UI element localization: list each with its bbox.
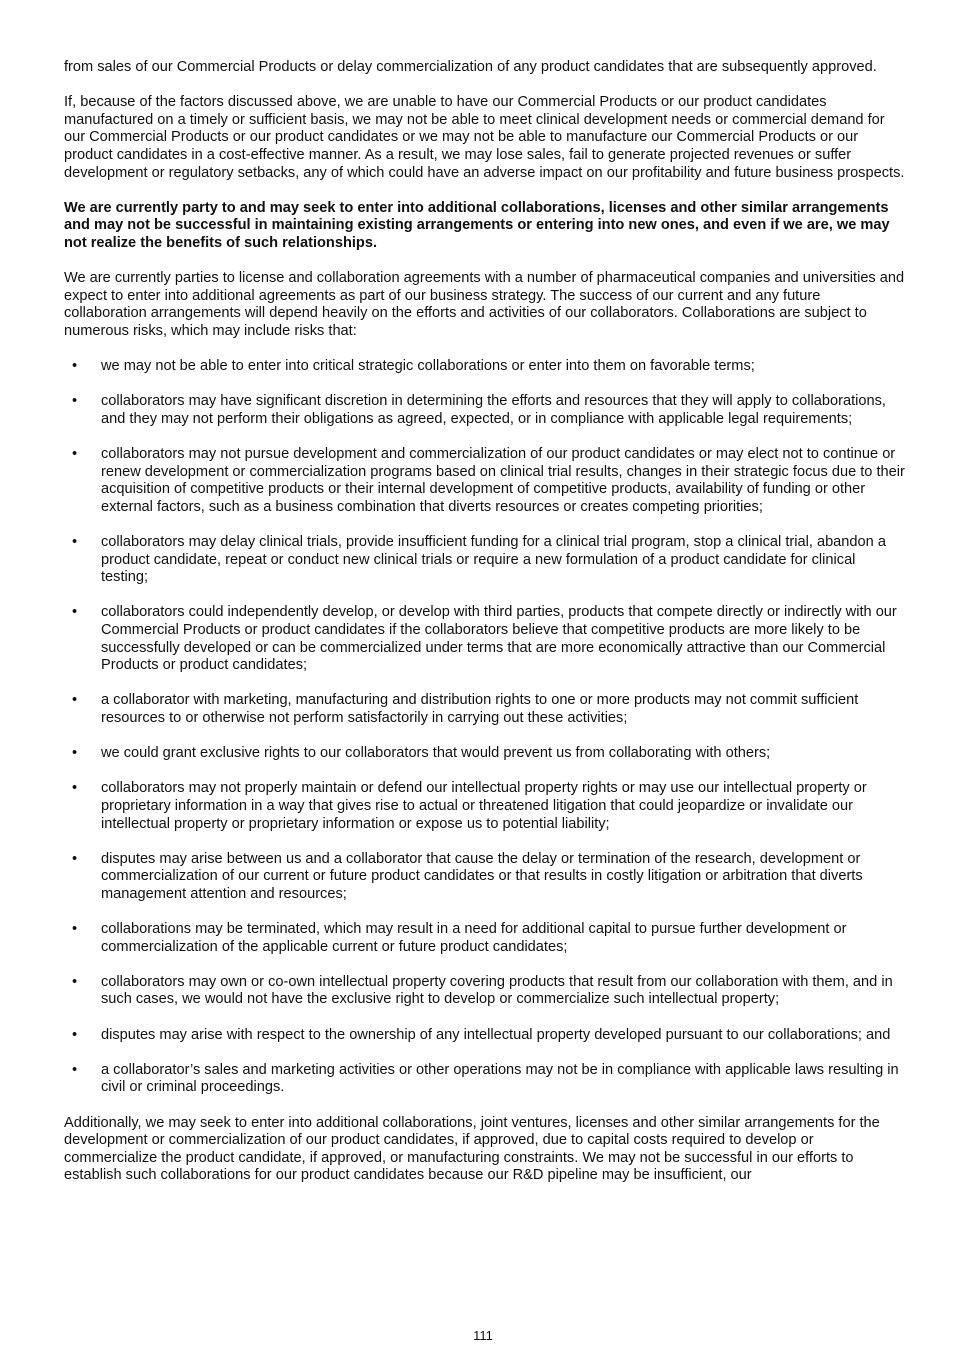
list-item [64, 534, 906, 587]
list-item [64, 974, 906, 1009]
bullet-icon: • [72, 1061, 78, 1078]
list-item [64, 851, 906, 904]
bullet-icon: • [72, 604, 78, 621]
bullet-icon: • [72, 534, 78, 551]
list-item-text: collaborators may own or co-own intellectual property covering products that result from our collaboration with them, and in such cases, we would not have the exclusive right to develop or commercialize such intellectual property; [101, 973, 893, 1008]
bullet-icon: • [72, 1026, 78, 1043]
list-item-text: collaborators may not properly maintain or defend our intellectual property rights or may use our intellectual property or proprietary information in a way that gives rise to actual or threatened litigation that could jeopardize or invalidate our intellectual property or proprietary information or expose us to potential liability; [101, 780, 867, 832]
paragraph-continuation: from sales of our Commercial Products or delay commercialization of any product candidates that are subsequently approved. [64, 59, 877, 75]
list-item [64, 780, 906, 833]
bullet-icon: • [72, 393, 78, 410]
list-item [64, 921, 906, 956]
list-item-text: disputes may arise with respect to the ownership of any intellectual property developed pursuant to our collaborations; and [101, 1026, 891, 1043]
paragraph-collaboration-intro: We are currently parties to license and collaboration agreements with a number of pharmaceutical companies and universities and expect to enter into additional agreements as part of our business strategy. The success of our current and any future collaboration arrangements will depend heavily on the efforts and activities of our collaborators. Collaborations are subject to numerous risks, which may include risks that: [64, 270, 905, 339]
list-item [64, 692, 906, 727]
bullet-icon: • [72, 358, 78, 375]
list-item-text: collaborators may have significant discretion in determining the efforts and resources that they will apply to collaborations, and they may not perform their obligations as agreed, expected, or in compliance with applicable legal requirements; [101, 393, 886, 427]
list-item-text: disputes may arise between us and a collaborator that cause the delay or termination of the research, development or commercialization of our current or future product candidates or that results in costly litigation or arbitration that diverts management attention and resources; [101, 850, 863, 902]
list-item-text: we may not be able to enter into critical strategic collaborations or enter into them on favorable terms; [101, 358, 755, 375]
list-item-text: we could grant exclusive rights to our collaborators that would prevent us from collaborating with others; [101, 745, 771, 762]
paragraph-manufacturing-risk: If, because of the factors discussed above, we are unable to have our Commercial Products or our product candidates manufactured on a timely or sufficient basis, we may not be able to meet clinical development needs or commercial demand for our Commercial Products or our product candidates or we may not be able to manufacture our Commercial Products or our product candidates in a cost-effective manner. As a result, we may lose sales, fail to generate projected revenues or suffer development or regulatory setbacks, any of which could have an adverse impact on our profitability and future business prospects. [64, 94, 905, 181]
list-item-text: collaborators may not pursue development and commercialization of our product candidates or may elect not to continue or renew development or commercialization programs based on clinical trial results, changes in their strategic focus due to their acquisition of competitive products or their internal development of competitive products, availability of funding or other external factors, such as a business combination that diverts resources or creates competing priorities; [101, 446, 905, 515]
list-item-text: a collaborator with marketing, manufacturing and distribution rights to one or more products may not commit sufficient resources to or otherwise not perform satisfactorily in carrying out these activities; [101, 692, 859, 726]
bullet-icon: • [72, 692, 78, 709]
bullet-icon: • [72, 921, 78, 938]
section-heading: We are currently party to and may seek to enter into additional collaborations, licenses and other similar arrangements and may not be successful in maintaining existing arrangements or entering into new ones, and even if we are, we may not realize the benefits of such relationships. [64, 199, 890, 251]
list-item-text: collaborators may delay clinical trials, provide insufficient funding for a clinical trial program, stop a clinical trial, abandon a product candidate, repeat or conduct new clinical trials or require a new formulation of a product candidate for clinical testing; [101, 534, 886, 586]
bullet-icon: • [72, 850, 78, 867]
bullet-icon: • [72, 780, 78, 797]
list-item-text: collaborators could independently develop, or develop with third parties, products that compete directly or indirectly with our Commercial Products or product candidates if the collaborators believe that competitive products are more likely to be successfully developed or can be commercialized under terms that are more economically attractive than our Commercial Products or product candidates; [101, 604, 897, 674]
page-number: 111 [473, 1328, 493, 1343]
document-page [64, 59, 906, 1203]
bullet-icon: • [72, 446, 78, 463]
list-item-text: collaborations may be terminated, which may result in a need for additional capital to pursue further development or commercialization of the applicable current or future product candidates; [101, 921, 847, 955]
list-item [64, 446, 906, 516]
list-item [64, 604, 906, 674]
list-item [64, 393, 906, 428]
risk-list [64, 358, 906, 1097]
bullet-icon: • [72, 973, 78, 990]
list-item [64, 745, 906, 763]
bullet-icon: • [72, 745, 78, 762]
list-item-text: a collaborator’s sales and marketing activities or other operations may not be in compliance with applicable laws resulting in civil or criminal proceedings. [101, 1061, 899, 1096]
paragraph-additional-collaborations: Additionally, we may seek to enter into additional collaborations, joint ventures, licenses and other similar arrangements for the development or commercialization of our product candidates, if approved, due to capital costs required to develop or commercialize the product candidate, if approved, or manufacturing constraints. We may not be successful in our efforts to establish such collaborations for our product candidates because our R&D pipeline may be insufficient, our [64, 1114, 880, 1184]
list-item [64, 358, 906, 376]
list-item [64, 1027, 906, 1045]
list-item [64, 1062, 906, 1097]
